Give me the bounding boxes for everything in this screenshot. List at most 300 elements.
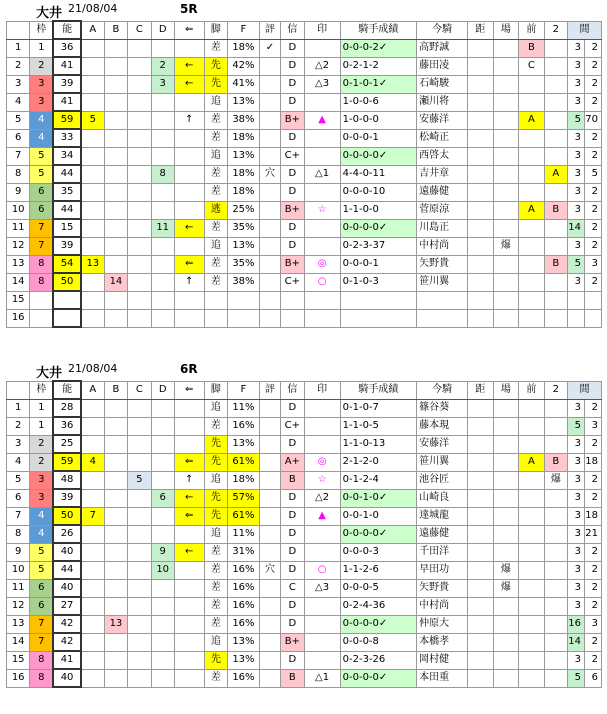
cell-ashi: 差: [204, 165, 227, 183]
cell-f: 38%: [228, 111, 260, 129]
cell-kyori: [468, 525, 494, 543]
cell-waku: 1: [30, 417, 53, 435]
cell-kyori: [468, 93, 494, 111]
cell-jockey: 吉井章: [417, 165, 468, 183]
cell-a: [81, 597, 104, 615]
cell-kyori: [468, 309, 494, 327]
cell-shirushi: [304, 183, 340, 201]
cell-no: 13: [7, 615, 30, 633]
cell-f: 13%: [228, 651, 260, 669]
cell-m1: 14: [568, 219, 585, 237]
cell-f: 16%: [228, 669, 260, 687]
cell-c: [128, 183, 151, 201]
cell-mae: [519, 237, 545, 255]
header-cell: 能: [53, 21, 81, 39]
cell-m2: 2: [585, 399, 602, 417]
cell-c: [128, 165, 151, 183]
cell-ashi: 差: [204, 669, 227, 687]
cell-f: 61%: [228, 507, 260, 525]
cell-waku: 3: [30, 93, 53, 111]
cell-ba: [493, 615, 519, 633]
cell-rec: 0-1-0-1✓: [340, 75, 417, 93]
cell-d: [151, 309, 174, 327]
cell-hyo: [259, 417, 280, 435]
table-row: [7, 255, 602, 273]
cell-m1: 3: [568, 489, 585, 507]
cell-ashi: 差: [204, 39, 227, 57]
cell-ba: [493, 399, 519, 417]
race-table: [6, 380, 602, 688]
cell-rec: 0-0-0-3: [340, 543, 417, 561]
cell-shirushi: ☆: [304, 201, 340, 219]
cell-no: 7: [7, 507, 30, 525]
cell-nou: 39: [53, 237, 81, 255]
cell-c: [128, 57, 151, 75]
cell-kyori: [468, 201, 494, 219]
cell-nou: 42: [53, 633, 81, 651]
cell-shin: D: [281, 615, 304, 633]
cell-f: 42%: [228, 57, 260, 75]
cell-jockey: 矢野貴: [417, 255, 468, 273]
cell-m1: 3: [568, 399, 585, 417]
cell-shin: D: [281, 597, 304, 615]
cell-a: [81, 309, 104, 327]
cell-ba: 爆: [493, 561, 519, 579]
cell-a: 5: [81, 111, 104, 129]
cell-ni: [544, 633, 567, 651]
cell-shin: C: [281, 579, 304, 597]
cell-ba: 爆: [493, 237, 519, 255]
cell-nou: 36: [53, 39, 81, 57]
cell-b: [104, 57, 127, 75]
cell-hyo: [259, 111, 280, 129]
cell-a: [81, 291, 104, 309]
cell-shirushi: [304, 309, 340, 327]
cell-hyo: [259, 147, 280, 165]
cell-nou: 40: [53, 543, 81, 561]
cell-rec: 1-1-0-5: [340, 417, 417, 435]
cell-c: [128, 75, 151, 93]
cell-waku: 5: [30, 543, 53, 561]
cell-jockey: 川島正: [417, 219, 468, 237]
cell-mae: [519, 435, 545, 453]
cell-c: [128, 255, 151, 273]
cell-m2: 2: [585, 435, 602, 453]
cell-b: [104, 291, 127, 309]
cell-shin: C+: [281, 273, 304, 291]
cell-ashi: 差: [204, 273, 227, 291]
race-number: 6R: [180, 362, 198, 376]
cell-d: [151, 651, 174, 669]
cell-mae: [519, 399, 545, 417]
table-row: [7, 201, 602, 219]
cell-ni: [544, 669, 567, 687]
cell-d: [151, 579, 174, 597]
cell-b: [104, 525, 127, 543]
race-header: [6, 0, 602, 20]
header-cell: 間: [568, 381, 602, 399]
cell-nou: 33: [53, 129, 81, 147]
cell-rec: 0-1-0-7: [340, 399, 417, 417]
cell-mae: A: [519, 111, 545, 129]
cell-a: [81, 525, 104, 543]
cell-no: 10: [7, 201, 30, 219]
cell-jockey: 達城龍: [417, 507, 468, 525]
cell-nou: 39: [53, 489, 81, 507]
cell-ashi: 逃: [204, 201, 227, 219]
cell-ba: [493, 147, 519, 165]
venue: 大井: [36, 6, 63, 21]
cell-ashi: 差: [204, 219, 227, 237]
cell-kyori: [468, 255, 494, 273]
cell-hyo: [259, 543, 280, 561]
cell-shin: D: [281, 39, 304, 57]
cell-waku: 7: [30, 633, 53, 651]
race-header: [6, 360, 602, 380]
cell-b: 14: [104, 273, 127, 291]
cell-ba: [493, 75, 519, 93]
cell-mae: [519, 273, 545, 291]
cell-a: [81, 129, 104, 147]
cell-shirushi: △2: [304, 57, 340, 75]
cell-m1: 3: [568, 273, 585, 291]
cell-hyo: [259, 219, 280, 237]
cell-m1: 5: [568, 255, 585, 273]
cell-f: 18%: [228, 39, 260, 57]
cell-rec: [340, 291, 417, 309]
cell-nou: 40: [53, 579, 81, 597]
cell-no: 8: [7, 525, 30, 543]
cell-kyori: [468, 489, 494, 507]
cell-mae: [519, 561, 545, 579]
cell-c: [128, 147, 151, 165]
cell-shirushi: ○: [304, 561, 340, 579]
cell-ni: B: [544, 255, 567, 273]
cell-m2: 2: [585, 471, 602, 489]
table-row: [7, 525, 602, 543]
cell-f: 41%: [228, 75, 260, 93]
cell-arrow: ←: [174, 75, 204, 93]
header-cell: ⇐: [174, 21, 204, 39]
cell-mae: [519, 417, 545, 435]
cell-jockey: 中村尚: [417, 237, 468, 255]
cell-waku: 6: [30, 201, 53, 219]
cell-m2: 3: [585, 417, 602, 435]
cell-d: [151, 417, 174, 435]
cell-ashi: 追: [204, 93, 227, 111]
cell-no: 3: [7, 435, 30, 453]
cell-m1: 3: [568, 525, 585, 543]
cell-rec: 0-0-0-0✓: [340, 219, 417, 237]
cell-kyori: [468, 165, 494, 183]
cell-arrow: [174, 309, 204, 327]
cell-arrow: ←: [174, 489, 204, 507]
race-number: 5R: [180, 2, 198, 16]
cell-shin: B: [281, 669, 304, 687]
cell-jockey: 中村尚: [417, 597, 468, 615]
cell-waku: 8: [30, 273, 53, 291]
cell-rec: 0-1-0-3: [340, 273, 417, 291]
cell-mae: [519, 489, 545, 507]
header-cell: 評: [259, 381, 280, 399]
cell-c: [128, 201, 151, 219]
cell-f: 16%: [228, 579, 260, 597]
cell-shin: C+: [281, 417, 304, 435]
cell-mae: [519, 291, 545, 309]
cell-c: [128, 669, 151, 687]
cell-hyo: [259, 129, 280, 147]
cell-arrow: [174, 633, 204, 651]
cell-nou: 41: [53, 651, 81, 669]
cell-ni: [544, 237, 567, 255]
cell-nou: 44: [53, 165, 81, 183]
cell-arrow: [174, 525, 204, 543]
cell-shirushi: [304, 633, 340, 651]
header-cell: 信: [281, 21, 304, 39]
cell-waku: 4: [30, 129, 53, 147]
cell-arrow: ↑: [174, 273, 204, 291]
cell-mae: [519, 219, 545, 237]
cell-c: [128, 507, 151, 525]
cell-c: [128, 219, 151, 237]
cell-ashi: 先: [204, 57, 227, 75]
cell-hyo: [259, 93, 280, 111]
cell-ni: [544, 399, 567, 417]
cell-arrow: [174, 165, 204, 183]
cell-nou: 40: [53, 669, 81, 687]
cell-d: [151, 435, 174, 453]
cell-ni: [544, 597, 567, 615]
header-cell: 今騎: [417, 21, 468, 39]
cell-c: [128, 543, 151, 561]
cell-jockey: 岡村健: [417, 651, 468, 669]
cell-ashi: 差: [204, 417, 227, 435]
cell-shirushi: [304, 147, 340, 165]
cell-m2: 2: [585, 129, 602, 147]
cell-a: [81, 75, 104, 93]
cell-ashi: 先: [204, 651, 227, 669]
cell-ba: [493, 129, 519, 147]
cell-arrow: [174, 183, 204, 201]
cell-m2: 2: [585, 597, 602, 615]
cell-c: [128, 93, 151, 111]
cell-ni: [544, 75, 567, 93]
cell-d: [151, 237, 174, 255]
cell-arrow: [174, 435, 204, 453]
race-block-1: [6, 0, 602, 328]
cell-mae: [519, 309, 545, 327]
cell-d: [151, 255, 174, 273]
cell-shirushi: [304, 219, 340, 237]
cell-mae: [519, 255, 545, 273]
cell-shin: D: [281, 165, 304, 183]
cell-b: [104, 471, 127, 489]
cell-b: [104, 309, 127, 327]
cell-ashi: 追: [204, 633, 227, 651]
cell-f: 11%: [228, 525, 260, 543]
cell-kyori: [468, 399, 494, 417]
cell-ashi: 先: [204, 507, 227, 525]
cell-rec: 1-1-0-0: [340, 201, 417, 219]
cell-mae: [519, 579, 545, 597]
cell-mae: [519, 165, 545, 183]
cell-m1: 3: [568, 471, 585, 489]
table-row: [7, 399, 602, 417]
cell-jockey: 笹川翼: [417, 273, 468, 291]
cell-shirushi: [304, 525, 340, 543]
cell-waku: 2: [30, 57, 53, 75]
cell-f: 61%: [228, 453, 260, 471]
cell-arrow: ⇐: [174, 453, 204, 471]
cell-rec: 0-0-0-0✓: [340, 147, 417, 165]
cell-ashi: [204, 291, 227, 309]
cell-b: [104, 453, 127, 471]
cell-ba: [493, 219, 519, 237]
date: 21/08/04: [68, 2, 118, 15]
cell-d: 10: [151, 561, 174, 579]
cell-f: 13%: [228, 147, 260, 165]
cell-ba: [493, 471, 519, 489]
cell-no: 1: [7, 39, 30, 57]
cell-ba: 爆: [493, 579, 519, 597]
cell-a: [81, 543, 104, 561]
cell-d: [151, 183, 174, 201]
cell-m2: 2: [585, 237, 602, 255]
cell-m2: 2: [585, 201, 602, 219]
cell-kyori: [468, 633, 494, 651]
cell-jockey: 本橋孝: [417, 633, 468, 651]
cell-kyori: [468, 543, 494, 561]
cell-waku: 5: [30, 165, 53, 183]
cell-c: [128, 435, 151, 453]
cell-c: [128, 291, 151, 309]
cell-f: 13%: [228, 93, 260, 111]
cell-jockey: 笹川翼: [417, 453, 468, 471]
cell-ba: [493, 489, 519, 507]
cell-mae: [519, 651, 545, 669]
cell-no: 9: [7, 183, 30, 201]
cell-arrow: [174, 561, 204, 579]
header-cell: D: [151, 381, 174, 399]
table-row: [7, 129, 602, 147]
cell-kyori: [468, 147, 494, 165]
table-row: [7, 543, 602, 561]
table-row: [7, 489, 602, 507]
cell-b: [104, 507, 127, 525]
cell-ashi: 追: [204, 147, 227, 165]
cell-a: [81, 417, 104, 435]
cell-arrow: [174, 615, 204, 633]
cell-no: 8: [7, 165, 30, 183]
cell-m2: 2: [585, 273, 602, 291]
header-cell: C: [128, 381, 151, 399]
cell-shirushi: ○: [304, 273, 340, 291]
cell-rec: 0-0-0-0✓: [340, 525, 417, 543]
cell-a: [81, 39, 104, 57]
cell-b: 13: [104, 615, 127, 633]
cell-m1: 3: [568, 93, 585, 111]
cell-b: [104, 597, 127, 615]
cell-ni: [544, 561, 567, 579]
table-row: [7, 147, 602, 165]
cell-waku: 3: [30, 471, 53, 489]
cell-nou: 41: [53, 93, 81, 111]
cell-a: 13: [81, 255, 104, 273]
cell-f: 16%: [228, 417, 260, 435]
header-cell: 脚: [204, 381, 227, 399]
cell-nou: 41: [53, 57, 81, 75]
cell-d: [151, 525, 174, 543]
cell-d: [151, 633, 174, 651]
cell-hyo: [259, 237, 280, 255]
cell-jockey: 安藤洋: [417, 435, 468, 453]
cell-arrow: [174, 147, 204, 165]
cell-ba: [493, 165, 519, 183]
table-row: [7, 669, 602, 687]
cell-b: [104, 399, 127, 417]
cell-m2: 2: [585, 561, 602, 579]
cell-jockey: 高野誠: [417, 39, 468, 57]
cell-shirushi: [304, 237, 340, 255]
cell-no: 3: [7, 75, 30, 93]
cell-c: [128, 111, 151, 129]
header-cell: C: [128, 21, 151, 39]
cell-ni: B: [544, 201, 567, 219]
header-cell: 今騎: [417, 381, 468, 399]
cell-b: [104, 147, 127, 165]
cell-ni: [544, 93, 567, 111]
cell-m1: 3: [568, 165, 585, 183]
header-cell: 印: [304, 21, 340, 39]
cell-a: [81, 183, 104, 201]
cell-d: [151, 669, 174, 687]
cell-f: 18%: [228, 183, 260, 201]
cell-rec: 0-0-1-0✓: [340, 489, 417, 507]
table-row: [7, 273, 602, 291]
cell-no: 14: [7, 273, 30, 291]
cell-kyori: [468, 507, 494, 525]
cell-a: [81, 651, 104, 669]
header-cell: 2: [544, 381, 567, 399]
cell-kyori: [468, 75, 494, 93]
cell-ni: [544, 489, 567, 507]
cell-shirushi: [304, 543, 340, 561]
cell-a: [81, 489, 104, 507]
cell-shirushi: [304, 417, 340, 435]
cell-m1: 3: [568, 579, 585, 597]
cell-arrow: [174, 417, 204, 435]
cell-b: [104, 435, 127, 453]
cell-ashi: 差: [204, 597, 227, 615]
cell-hyo: [259, 453, 280, 471]
cell-m2: 70: [585, 111, 602, 129]
cell-rec: 0-1-2-4: [340, 471, 417, 489]
cell-f: 13%: [228, 237, 260, 255]
header-cell: 枠: [30, 21, 53, 39]
cell-waku: 6: [30, 183, 53, 201]
cell-nou: 36: [53, 417, 81, 435]
cell-b: [104, 165, 127, 183]
cell-m1: 3: [568, 561, 585, 579]
cell-nou: 34: [53, 147, 81, 165]
cell-m1: [568, 309, 585, 327]
cell-f: 57%: [228, 489, 260, 507]
cell-c: [128, 39, 151, 57]
cell-kyori: [468, 669, 494, 687]
cell-ashi: 先: [204, 489, 227, 507]
cell-shin: D: [281, 237, 304, 255]
cell-b: [104, 633, 127, 651]
